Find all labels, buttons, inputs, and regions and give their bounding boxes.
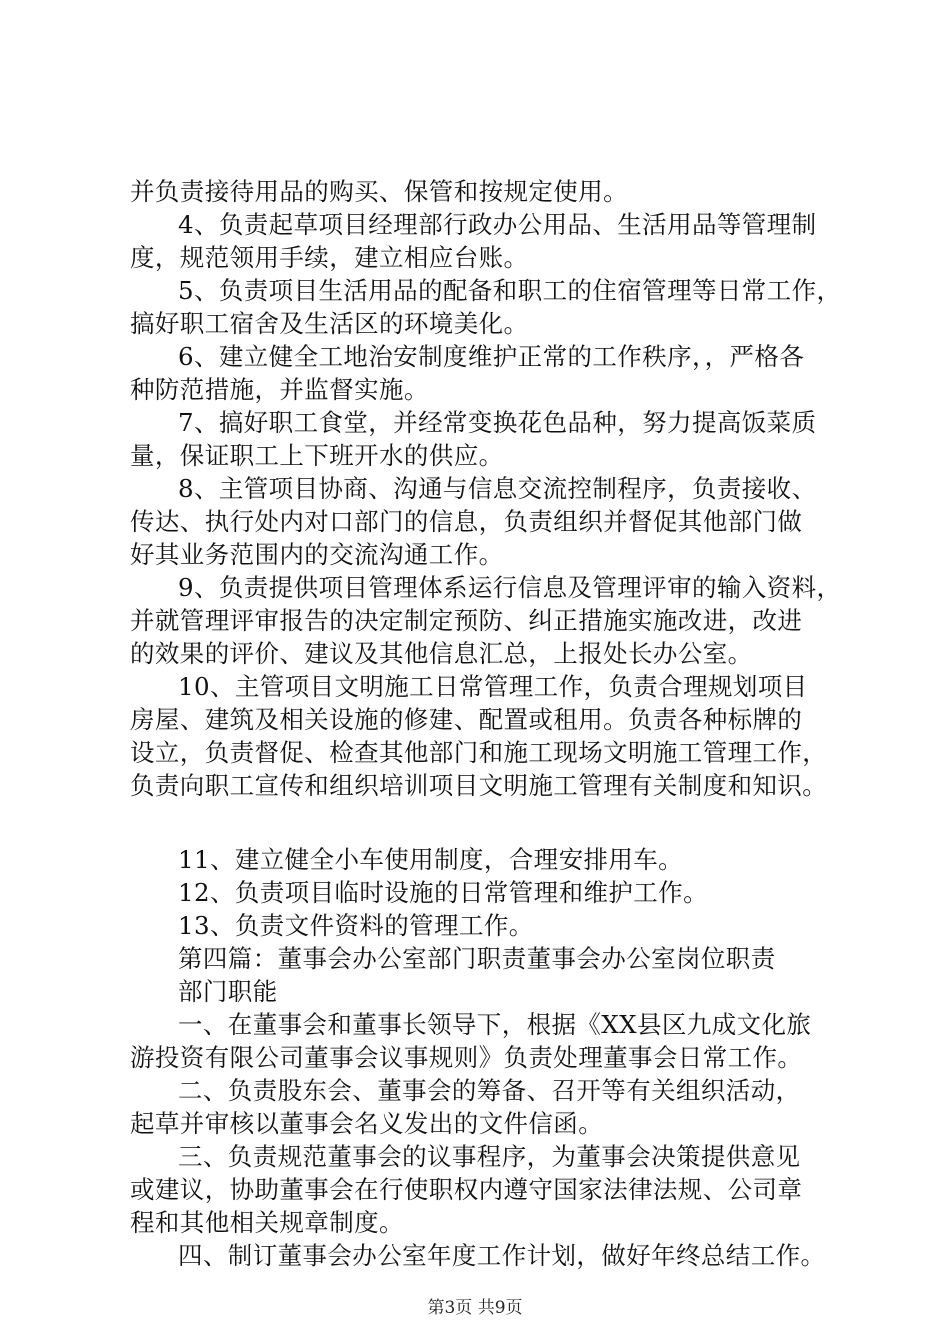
text-line: 7、搞好职工食堂，并经常变换花色品种，努力提高饭菜质 (178, 408, 817, 437)
text-line: 11、建立健全小车使用制度，合理安排用车。 (178, 845, 684, 874)
text-line: 设立，负责督促、检查其他部门和施工现场文明施工管理工作， (130, 738, 828, 767)
text-line: 二、负责股东会、董事会的筹备、召开等有关组织活动， (178, 1076, 801, 1105)
text-line: 6、建立健全工地治安制度维护正常的工作秩序，，严格各 (178, 342, 805, 371)
text-line: 并负责接待用品的购买、保管和按规定使用。 (130, 177, 628, 206)
text-line: 量，保证职工上下班开水的供应。 (130, 441, 504, 470)
text-line: 度，规范领用手续，建立相应台账。 (130, 243, 529, 272)
text-line: 四、制订董事会办公室年度工作计划，做好年终总结工作。 (178, 1241, 826, 1270)
text-line: 的效果的评价、建议及其他信息汇总，上报处长办公室。 (130, 639, 753, 668)
text-line: 9、负责提供项目管理体系运行信息及管理评审的输入资料， (178, 573, 842, 602)
text-line: 一、在董事会和董事长领导下，根据《XX县区九成文化旅 (178, 1010, 812, 1039)
text-line: 好其业务范围内的交流沟通工作。 (130, 540, 504, 569)
section-heading: 第四篇：董事会办公室部门职责董事会办公室岗位职责 (178, 944, 776, 973)
subheading: 部门职能 (178, 977, 278, 1006)
text-line: 12、负责项目临时设施的日常管理和维护工作。 (178, 878, 708, 907)
text-line: 8、主管项目协商、沟通与信息交流控制程序，负责接收、 (178, 474, 817, 503)
text-line: 4、负责起草项目经理部行政办公用品、生活用品等管理制 (178, 210, 817, 239)
text-line: 游投资有限公司董事会议事规则》负责处理董事会日常工作。 (130, 1043, 803, 1072)
text-line: 13、负责文件资料的管理工作。 (178, 911, 534, 940)
text-line: 搞好职工宿舍及生活区的环境美化。 (130, 309, 529, 338)
page-number: 第3页 共9页 (427, 1298, 523, 1318)
text-line: 负责向职工宣传和组织培训项目文明施工管理有关制度和知识。 (130, 771, 828, 800)
text-line: 传达、执行处内对口部门的信息，负责组织并督促其他部门做 (130, 507, 803, 536)
text-line: 并就管理评审报告的决定制定预防、纠正措施实施改进，改进 (130, 606, 803, 635)
text-line: 或建议，协助董事会在行使职权内遵守国家法律法规、公司章 (130, 1175, 803, 1204)
text-line: 10、主管项目文明施工日常管理工作，负责合理规划项目 (178, 672, 808, 701)
text-line: 三、负责规范董事会的议事程序，为董事会决策提供意见 (178, 1142, 801, 1171)
text-line: 种防范措施，并监督实施。 (130, 375, 429, 404)
text-line: 5、负责项目生活用品的配备和职工的住宿管理等日常工作， (178, 276, 842, 305)
text-line: 房屋、建筑及相关设施的修建、配置或租用。负责各种标牌的 (130, 705, 803, 734)
text-line: 程和其他相关规章制度。 (130, 1208, 404, 1237)
text-line: 起草并审核以董事会名义发出的文件信函。 (130, 1109, 604, 1138)
